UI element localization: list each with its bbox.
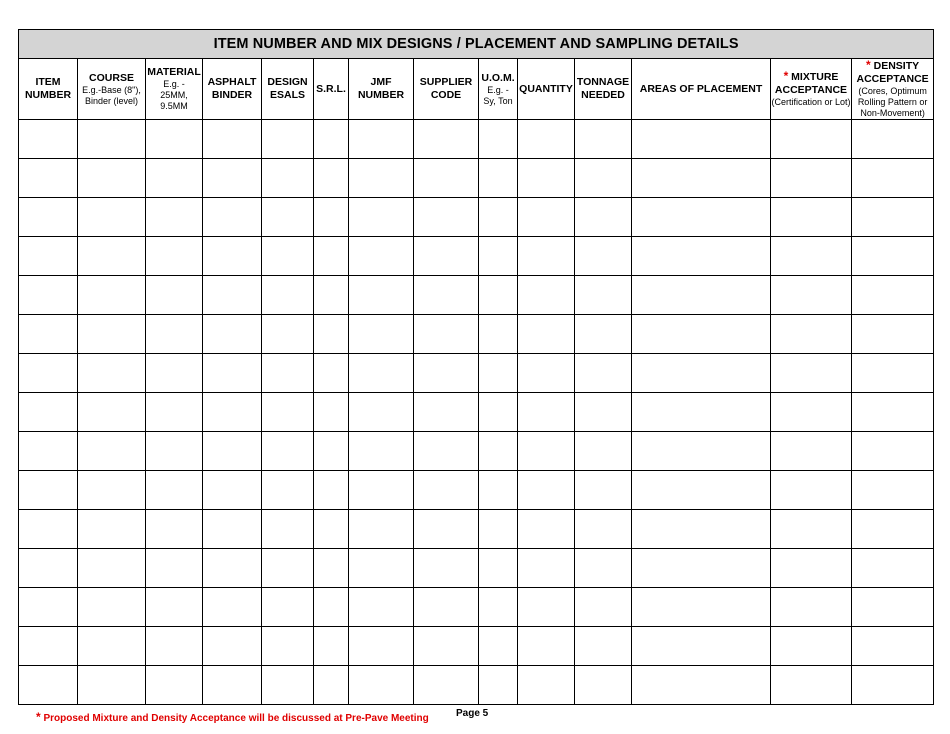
entry-cell-tonnage-needed[interactable] xyxy=(575,510,632,549)
entry-cell-asphalt-binder[interactable] xyxy=(203,237,262,276)
entry-cell-areas-of-placement[interactable] xyxy=(632,393,771,432)
table-row xyxy=(19,315,934,354)
entry-cell-material[interactable] xyxy=(146,549,203,588)
entry-cell-quantity[interactable] xyxy=(518,276,575,315)
entry-cell-uom[interactable] xyxy=(479,237,518,276)
entry-cell-mixture-acceptance[interactable] xyxy=(771,666,852,705)
column-header-label: TONNAGE xyxy=(576,76,630,88)
entry-cell-tonnage-needed[interactable] xyxy=(575,237,632,276)
column-header-material xyxy=(146,59,203,120)
entry-cell-item-number[interactable] xyxy=(19,198,78,237)
column-header-label: CODE xyxy=(430,89,462,101)
table-row xyxy=(19,588,934,627)
entry-cell-mixture-acceptance[interactable] xyxy=(771,315,852,354)
entry-cell-quantity[interactable] xyxy=(518,237,575,276)
entry-cell-asphalt-binder[interactable] xyxy=(203,315,262,354)
column-header-srl xyxy=(314,59,349,120)
entry-cell-design-esals[interactable] xyxy=(262,276,314,315)
entry-cell-material[interactable] xyxy=(146,510,203,549)
entry-cell-asphalt-binder[interactable] xyxy=(203,666,262,705)
column-header-item-number xyxy=(19,59,78,120)
entry-cell-course[interactable] xyxy=(78,510,146,549)
entry-cell-density-acceptance[interactable] xyxy=(852,276,934,315)
entry-cell-course[interactable] xyxy=(78,276,146,315)
entry-cell-design-esals[interactable] xyxy=(262,237,314,276)
entry-cell-areas-of-placement[interactable] xyxy=(632,276,771,315)
entry-cell-material[interactable] xyxy=(146,198,203,237)
entry-cell-item-number[interactable] xyxy=(19,120,78,159)
entry-cell-density-acceptance[interactable] xyxy=(852,432,934,471)
entry-cell-quantity[interactable] xyxy=(518,627,575,666)
entry-cell-tonnage-needed[interactable] xyxy=(575,276,632,315)
entry-cell-quantity[interactable] xyxy=(518,471,575,510)
column-header-label: MIXTURE xyxy=(791,71,839,83)
entry-cell-areas-of-placement[interactable] xyxy=(632,627,771,666)
entry-cell-supplier-code[interactable] xyxy=(414,393,479,432)
entry-cell-areas-of-placement[interactable] xyxy=(632,315,771,354)
entry-cell-srl[interactable] xyxy=(314,159,349,198)
entry-cell-uom[interactable] xyxy=(479,159,518,198)
title-row xyxy=(19,30,934,59)
entry-cell-quantity[interactable] xyxy=(518,120,575,159)
entry-cell-item-number[interactable] xyxy=(19,315,78,354)
entry-cell-supplier-code[interactable] xyxy=(414,159,479,198)
table-row xyxy=(19,393,934,432)
entry-cell-srl[interactable] xyxy=(314,237,349,276)
entry-cell-design-esals[interactable] xyxy=(262,510,314,549)
column-header-quantity xyxy=(518,59,575,120)
entry-cell-areas-of-placement[interactable] xyxy=(632,471,771,510)
column-header-label: NUMBER xyxy=(357,89,405,101)
entry-cell-asphalt-binder[interactable] xyxy=(203,393,262,432)
entry-cell-tonnage-needed[interactable] xyxy=(575,627,632,666)
column-header-example: Rolling Pattern or xyxy=(857,97,928,107)
entry-cell-asphalt-binder[interactable] xyxy=(203,549,262,588)
column-header-label: NEEDED xyxy=(581,89,625,101)
entry-cell-quantity[interactable] xyxy=(518,393,575,432)
entry-cell-asphalt-binder[interactable] xyxy=(203,432,262,471)
entry-cell-jmf-number[interactable] xyxy=(349,159,414,198)
footnote-text: Proposed Mixture and Density Acceptance will be discussed at Pre-Pave Meeting xyxy=(43,713,429,724)
entry-cell-asphalt-binder[interactable] xyxy=(203,159,262,198)
entry-cell-uom[interactable] xyxy=(479,432,518,471)
entry-cell-srl[interactable] xyxy=(314,198,349,237)
entry-cell-course[interactable] xyxy=(78,354,146,393)
entry-cell-areas-of-placement[interactable] xyxy=(632,354,771,393)
entry-cell-asphalt-binder[interactable] xyxy=(203,120,262,159)
entry-cell-areas-of-placement[interactable] xyxy=(632,198,771,237)
column-header-label: DESIGN xyxy=(267,76,308,88)
entry-cell-mixture-acceptance[interactable] xyxy=(771,588,852,627)
entry-cell-design-esals[interactable] xyxy=(262,666,314,705)
entry-cell-design-esals[interactable] xyxy=(262,315,314,354)
column-header-uom xyxy=(479,59,518,120)
entry-cell-material[interactable] xyxy=(146,237,203,276)
entry-cell-course[interactable] xyxy=(78,588,146,627)
footnote xyxy=(36,710,429,724)
column-header-jmf-number xyxy=(349,59,414,120)
entry-cell-density-acceptance[interactable] xyxy=(852,198,934,237)
entry-cell-design-esals[interactable] xyxy=(262,588,314,627)
entry-cell-mixture-acceptance[interactable] xyxy=(771,627,852,666)
entry-cell-density-acceptance[interactable] xyxy=(852,510,934,549)
entry-cell-density-acceptance[interactable] xyxy=(852,471,934,510)
column-header-mixture-acceptance xyxy=(771,59,852,120)
table-row xyxy=(19,510,934,549)
entry-cell-density-acceptance[interactable] xyxy=(852,549,934,588)
column-header-example: Binder (level) xyxy=(84,95,139,106)
entry-cell-supplier-code[interactable] xyxy=(414,627,479,666)
page-number: Page 5 xyxy=(456,708,489,719)
entry-cell-material[interactable] xyxy=(146,666,203,705)
required-star: * xyxy=(783,69,789,83)
entry-cell-areas-of-placement[interactable] xyxy=(632,588,771,627)
entry-cell-quantity[interactable] xyxy=(518,315,575,354)
entry-cell-material[interactable] xyxy=(146,393,203,432)
entry-cell-density-acceptance[interactable] xyxy=(852,237,934,276)
column-header-example: E.g.-Base (8"), xyxy=(82,84,141,95)
entry-cell-item-number[interactable] xyxy=(19,666,78,705)
entry-cell-quantity[interactable] xyxy=(518,432,575,471)
column-header-label: COURSE xyxy=(89,71,134,84)
table-row xyxy=(19,432,934,471)
entry-cell-srl[interactable] xyxy=(314,393,349,432)
column-header-label: U.O.M. xyxy=(481,71,515,84)
entry-cell-srl[interactable] xyxy=(314,432,349,471)
entry-cell-supplier-code[interactable] xyxy=(414,432,479,471)
form-title: ITEM NUMBER AND MIX DESIGNS / PLACEMENT AND SAMPLING DETAILS xyxy=(19,30,934,59)
entry-cell-quantity[interactable] xyxy=(518,354,575,393)
entry-cell-mixture-acceptance[interactable] xyxy=(771,471,852,510)
entry-cell-course[interactable] xyxy=(78,393,146,432)
entry-cell-jmf-number[interactable] xyxy=(349,393,414,432)
column-header-density-acceptance xyxy=(852,59,934,120)
entry-cell-course[interactable] xyxy=(78,666,146,705)
column-header-supplier-code xyxy=(414,59,479,120)
entry-cell-density-acceptance[interactable] xyxy=(852,315,934,354)
column-header-label: S.R.L. xyxy=(316,82,346,95)
entry-cell-uom[interactable] xyxy=(479,549,518,588)
entry-cell-tonnage-needed[interactable] xyxy=(575,471,632,510)
required-star: * xyxy=(866,58,871,72)
entry-cell-item-number[interactable] xyxy=(19,549,78,588)
entry-cell-uom[interactable] xyxy=(479,666,518,705)
entry-cell-jmf-number[interactable] xyxy=(349,510,414,549)
table-row xyxy=(19,276,934,315)
entry-cell-uom[interactable] xyxy=(479,120,518,159)
entry-cell-material[interactable] xyxy=(146,471,203,510)
column-header-label: SUPPLIER xyxy=(419,76,473,88)
entry-cell-course[interactable] xyxy=(78,627,146,666)
entry-cell-design-esals[interactable] xyxy=(262,393,314,432)
table-body xyxy=(19,120,934,705)
entry-cell-quantity[interactable] xyxy=(518,159,575,198)
column-header-label: DENSITY xyxy=(873,60,920,72)
entry-cell-material[interactable] xyxy=(146,627,203,666)
entry-cell-quantity[interactable] xyxy=(518,549,575,588)
entry-cell-item-number[interactable] xyxy=(19,276,78,315)
entry-cell-design-esals[interactable] xyxy=(262,432,314,471)
entry-cell-asphalt-binder[interactable] xyxy=(203,627,262,666)
entry-cell-tonnage-needed[interactable] xyxy=(575,588,632,627)
entry-cell-srl[interactable] xyxy=(314,627,349,666)
entry-cell-density-acceptance[interactable] xyxy=(852,666,934,705)
column-header-example: Non-Movement) xyxy=(860,108,925,118)
column-header-label: NUMBER xyxy=(24,89,72,101)
entry-cell-material[interactable] xyxy=(146,354,203,393)
entry-cell-material[interactable] xyxy=(146,432,203,471)
entry-cell-density-acceptance[interactable] xyxy=(852,159,934,198)
entry-cell-design-esals[interactable] xyxy=(262,120,314,159)
entry-cell-mixture-acceptance[interactable] xyxy=(771,198,852,237)
entry-cell-srl[interactable] xyxy=(314,666,349,705)
table-row xyxy=(19,471,934,510)
entry-cell-srl[interactable] xyxy=(314,120,349,159)
entry-cell-srl[interactable] xyxy=(314,588,349,627)
entry-cell-jmf-number[interactable] xyxy=(349,432,414,471)
entry-cell-srl[interactable] xyxy=(314,549,349,588)
entry-cell-tonnage-needed[interactable] xyxy=(575,120,632,159)
entry-cell-mixture-acceptance[interactable] xyxy=(771,510,852,549)
entry-cell-uom[interactable] xyxy=(479,354,518,393)
entry-cell-uom[interactable] xyxy=(479,276,518,315)
entry-cell-supplier-code[interactable] xyxy=(414,666,479,705)
entry-cell-uom[interactable] xyxy=(479,198,518,237)
entry-cell-item-number[interactable] xyxy=(19,237,78,276)
entry-cell-material[interactable] xyxy=(146,315,203,354)
column-header-example: E.g. - xyxy=(487,84,509,95)
entry-cell-supplier-code[interactable] xyxy=(414,198,479,237)
entry-cell-jmf-number[interactable] xyxy=(349,120,414,159)
column-header-example: E.g. - xyxy=(163,79,185,89)
entry-cell-quantity[interactable] xyxy=(518,198,575,237)
entry-cell-tonnage-needed[interactable] xyxy=(575,393,632,432)
entry-cell-item-number[interactable] xyxy=(19,627,78,666)
entry-cell-item-number[interactable] xyxy=(19,393,78,432)
entry-cell-tonnage-needed[interactable] xyxy=(575,159,632,198)
entry-cell-supplier-code[interactable] xyxy=(414,549,479,588)
entry-cell-asphalt-binder[interactable] xyxy=(203,354,262,393)
entry-cell-design-esals[interactable] xyxy=(262,627,314,666)
entry-cell-course[interactable] xyxy=(78,120,146,159)
entry-cell-tonnage-needed[interactable] xyxy=(575,315,632,354)
entry-cell-areas-of-placement[interactable] xyxy=(632,237,771,276)
column-header-label: JMF xyxy=(370,76,392,88)
entry-cell-jmf-number[interactable] xyxy=(349,549,414,588)
column-header-label: ESALS xyxy=(269,89,305,101)
entry-cell-areas-of-placement[interactable] xyxy=(632,159,771,198)
entry-cell-item-number[interactable] xyxy=(19,588,78,627)
entry-cell-tonnage-needed[interactable] xyxy=(575,354,632,393)
entry-cell-density-acceptance[interactable] xyxy=(852,120,934,159)
entry-cell-mixture-acceptance[interactable] xyxy=(771,159,852,198)
entry-cell-asphalt-binder[interactable] xyxy=(203,198,262,237)
table-row xyxy=(19,354,934,393)
entry-cell-material[interactable] xyxy=(146,120,203,159)
column-header-label: ASPHALT xyxy=(207,76,257,88)
column-header-label: BINDER xyxy=(211,89,253,101)
entry-cell-material[interactable] xyxy=(146,588,203,627)
form-sheet xyxy=(18,29,933,705)
entry-cell-supplier-code[interactable] xyxy=(414,354,479,393)
entry-cell-material[interactable] xyxy=(146,159,203,198)
entry-cell-jmf-number[interactable] xyxy=(349,627,414,666)
table-row xyxy=(19,549,934,588)
column-header-label: ACCEPTANCE xyxy=(856,73,929,85)
column-header-example: 25MM, 9.5MM xyxy=(160,90,188,111)
table-row xyxy=(19,666,934,705)
entry-cell-item-number[interactable] xyxy=(19,159,78,198)
entry-cell-jmf-number[interactable] xyxy=(349,471,414,510)
entry-cell-design-esals[interactable] xyxy=(262,471,314,510)
column-header-course xyxy=(78,59,146,120)
entry-cell-course[interactable] xyxy=(78,237,146,276)
entry-cell-mixture-acceptance[interactable] xyxy=(771,393,852,432)
table-row xyxy=(19,120,934,159)
entry-cell-design-esals[interactable] xyxy=(262,159,314,198)
table-row xyxy=(19,237,934,276)
entry-cell-design-esals[interactable] xyxy=(262,198,314,237)
entry-cell-quantity[interactable] xyxy=(518,588,575,627)
entry-cell-mixture-acceptance[interactable] xyxy=(771,549,852,588)
column-header-label-line xyxy=(852,59,933,73)
entry-cell-course[interactable] xyxy=(78,198,146,237)
entry-cell-item-number[interactable] xyxy=(19,432,78,471)
table-row xyxy=(19,198,934,237)
column-header-label: AREAS OF PLACEMENT xyxy=(639,82,763,95)
entry-cell-item-number[interactable] xyxy=(19,510,78,549)
entry-cell-uom[interactable] xyxy=(479,510,518,549)
entry-cell-supplier-code[interactable] xyxy=(414,588,479,627)
entry-cell-uom[interactable] xyxy=(479,627,518,666)
entry-cell-areas-of-placement[interactable] xyxy=(632,549,771,588)
table-row xyxy=(19,627,934,666)
entry-cell-course[interactable] xyxy=(78,432,146,471)
column-header-areas-of-placement xyxy=(632,59,771,120)
entry-cell-supplier-code[interactable] xyxy=(414,120,479,159)
entry-cell-areas-of-placement[interactable] xyxy=(632,432,771,471)
entry-cell-jmf-number[interactable] xyxy=(349,588,414,627)
column-header-row xyxy=(19,59,934,120)
entry-cell-density-acceptance[interactable] xyxy=(852,354,934,393)
entry-cell-tonnage-needed[interactable] xyxy=(575,549,632,588)
entry-cell-course[interactable] xyxy=(78,549,146,588)
column-header-example: Sy, Ton xyxy=(483,95,513,106)
entry-cell-course[interactable] xyxy=(78,315,146,354)
entry-cell-jmf-number[interactable] xyxy=(349,198,414,237)
entry-cell-asphalt-binder[interactable] xyxy=(203,276,262,315)
entry-cell-material[interactable] xyxy=(146,276,203,315)
footnote-star: * xyxy=(36,710,41,724)
entry-cell-jmf-number[interactable] xyxy=(349,666,414,705)
entry-cell-density-acceptance[interactable] xyxy=(852,588,934,627)
entry-cell-srl[interactable] xyxy=(314,276,349,315)
entry-cell-supplier-code[interactable] xyxy=(414,276,479,315)
column-header-label: ACCEPTANCE xyxy=(774,84,848,96)
column-header-example: (Certification or Lot) xyxy=(771,97,851,107)
entry-cell-areas-of-placement[interactable] xyxy=(632,510,771,549)
entry-cell-jmf-number[interactable] xyxy=(349,237,414,276)
column-header-asphalt-binder xyxy=(203,59,262,120)
entry-cell-tonnage-needed[interactable] xyxy=(575,666,632,705)
entry-cell-course[interactable] xyxy=(78,471,146,510)
entry-cell-quantity[interactable] xyxy=(518,666,575,705)
entry-cell-item-number[interactable] xyxy=(19,471,78,510)
entry-cell-jmf-number[interactable] xyxy=(349,354,414,393)
entry-cell-supplier-code[interactable] xyxy=(414,237,479,276)
entry-cell-asphalt-binder[interactable] xyxy=(203,471,262,510)
entry-cell-mixture-acceptance[interactable] xyxy=(771,354,852,393)
entry-cell-asphalt-binder[interactable] xyxy=(203,588,262,627)
entry-cell-jmf-number[interactable] xyxy=(349,315,414,354)
entry-cell-mixture-acceptance[interactable] xyxy=(771,120,852,159)
entry-cell-uom[interactable] xyxy=(479,588,518,627)
entry-cell-tonnage-needed[interactable] xyxy=(575,198,632,237)
entry-cell-supplier-code[interactable] xyxy=(414,315,479,354)
entry-cell-uom[interactable] xyxy=(479,393,518,432)
entry-cell-item-number[interactable] xyxy=(19,354,78,393)
table-row xyxy=(19,159,934,198)
entry-cell-uom[interactable] xyxy=(479,315,518,354)
column-header-label-line xyxy=(771,70,851,84)
entry-cell-srl[interactable] xyxy=(314,471,349,510)
entry-cell-uom[interactable] xyxy=(479,471,518,510)
entry-cell-quantity[interactable] xyxy=(518,510,575,549)
entry-cell-density-acceptance[interactable] xyxy=(852,627,934,666)
placement-table xyxy=(18,29,934,705)
entry-cell-tonnage-needed[interactable] xyxy=(575,432,632,471)
entry-cell-srl[interactable] xyxy=(314,354,349,393)
entry-cell-areas-of-placement[interactable] xyxy=(632,666,771,705)
entry-cell-srl[interactable] xyxy=(314,510,349,549)
column-header-label: ITEM xyxy=(35,76,61,88)
entry-cell-mixture-acceptance[interactable] xyxy=(771,432,852,471)
column-header-example: (Cores, Optimum xyxy=(858,86,927,96)
entry-cell-density-acceptance[interactable] xyxy=(852,393,934,432)
entry-cell-course[interactable] xyxy=(78,159,146,198)
entry-cell-mixture-acceptance[interactable] xyxy=(771,276,852,315)
entry-cell-asphalt-binder[interactable] xyxy=(203,510,262,549)
entry-cell-supplier-code[interactable] xyxy=(414,471,479,510)
entry-cell-srl[interactable] xyxy=(314,315,349,354)
entry-cell-design-esals[interactable] xyxy=(262,549,314,588)
column-header-label: MATERIAL xyxy=(147,66,201,78)
column-header-tonnage-needed xyxy=(575,59,632,120)
entry-cell-supplier-code[interactable] xyxy=(414,510,479,549)
column-header-label: QUANTITY xyxy=(519,82,573,95)
column-header-design-esals xyxy=(262,59,314,120)
entry-cell-jmf-number[interactable] xyxy=(349,276,414,315)
entry-cell-mixture-acceptance[interactable] xyxy=(771,237,852,276)
entry-cell-areas-of-placement[interactable] xyxy=(632,120,771,159)
entry-cell-design-esals[interactable] xyxy=(262,354,314,393)
